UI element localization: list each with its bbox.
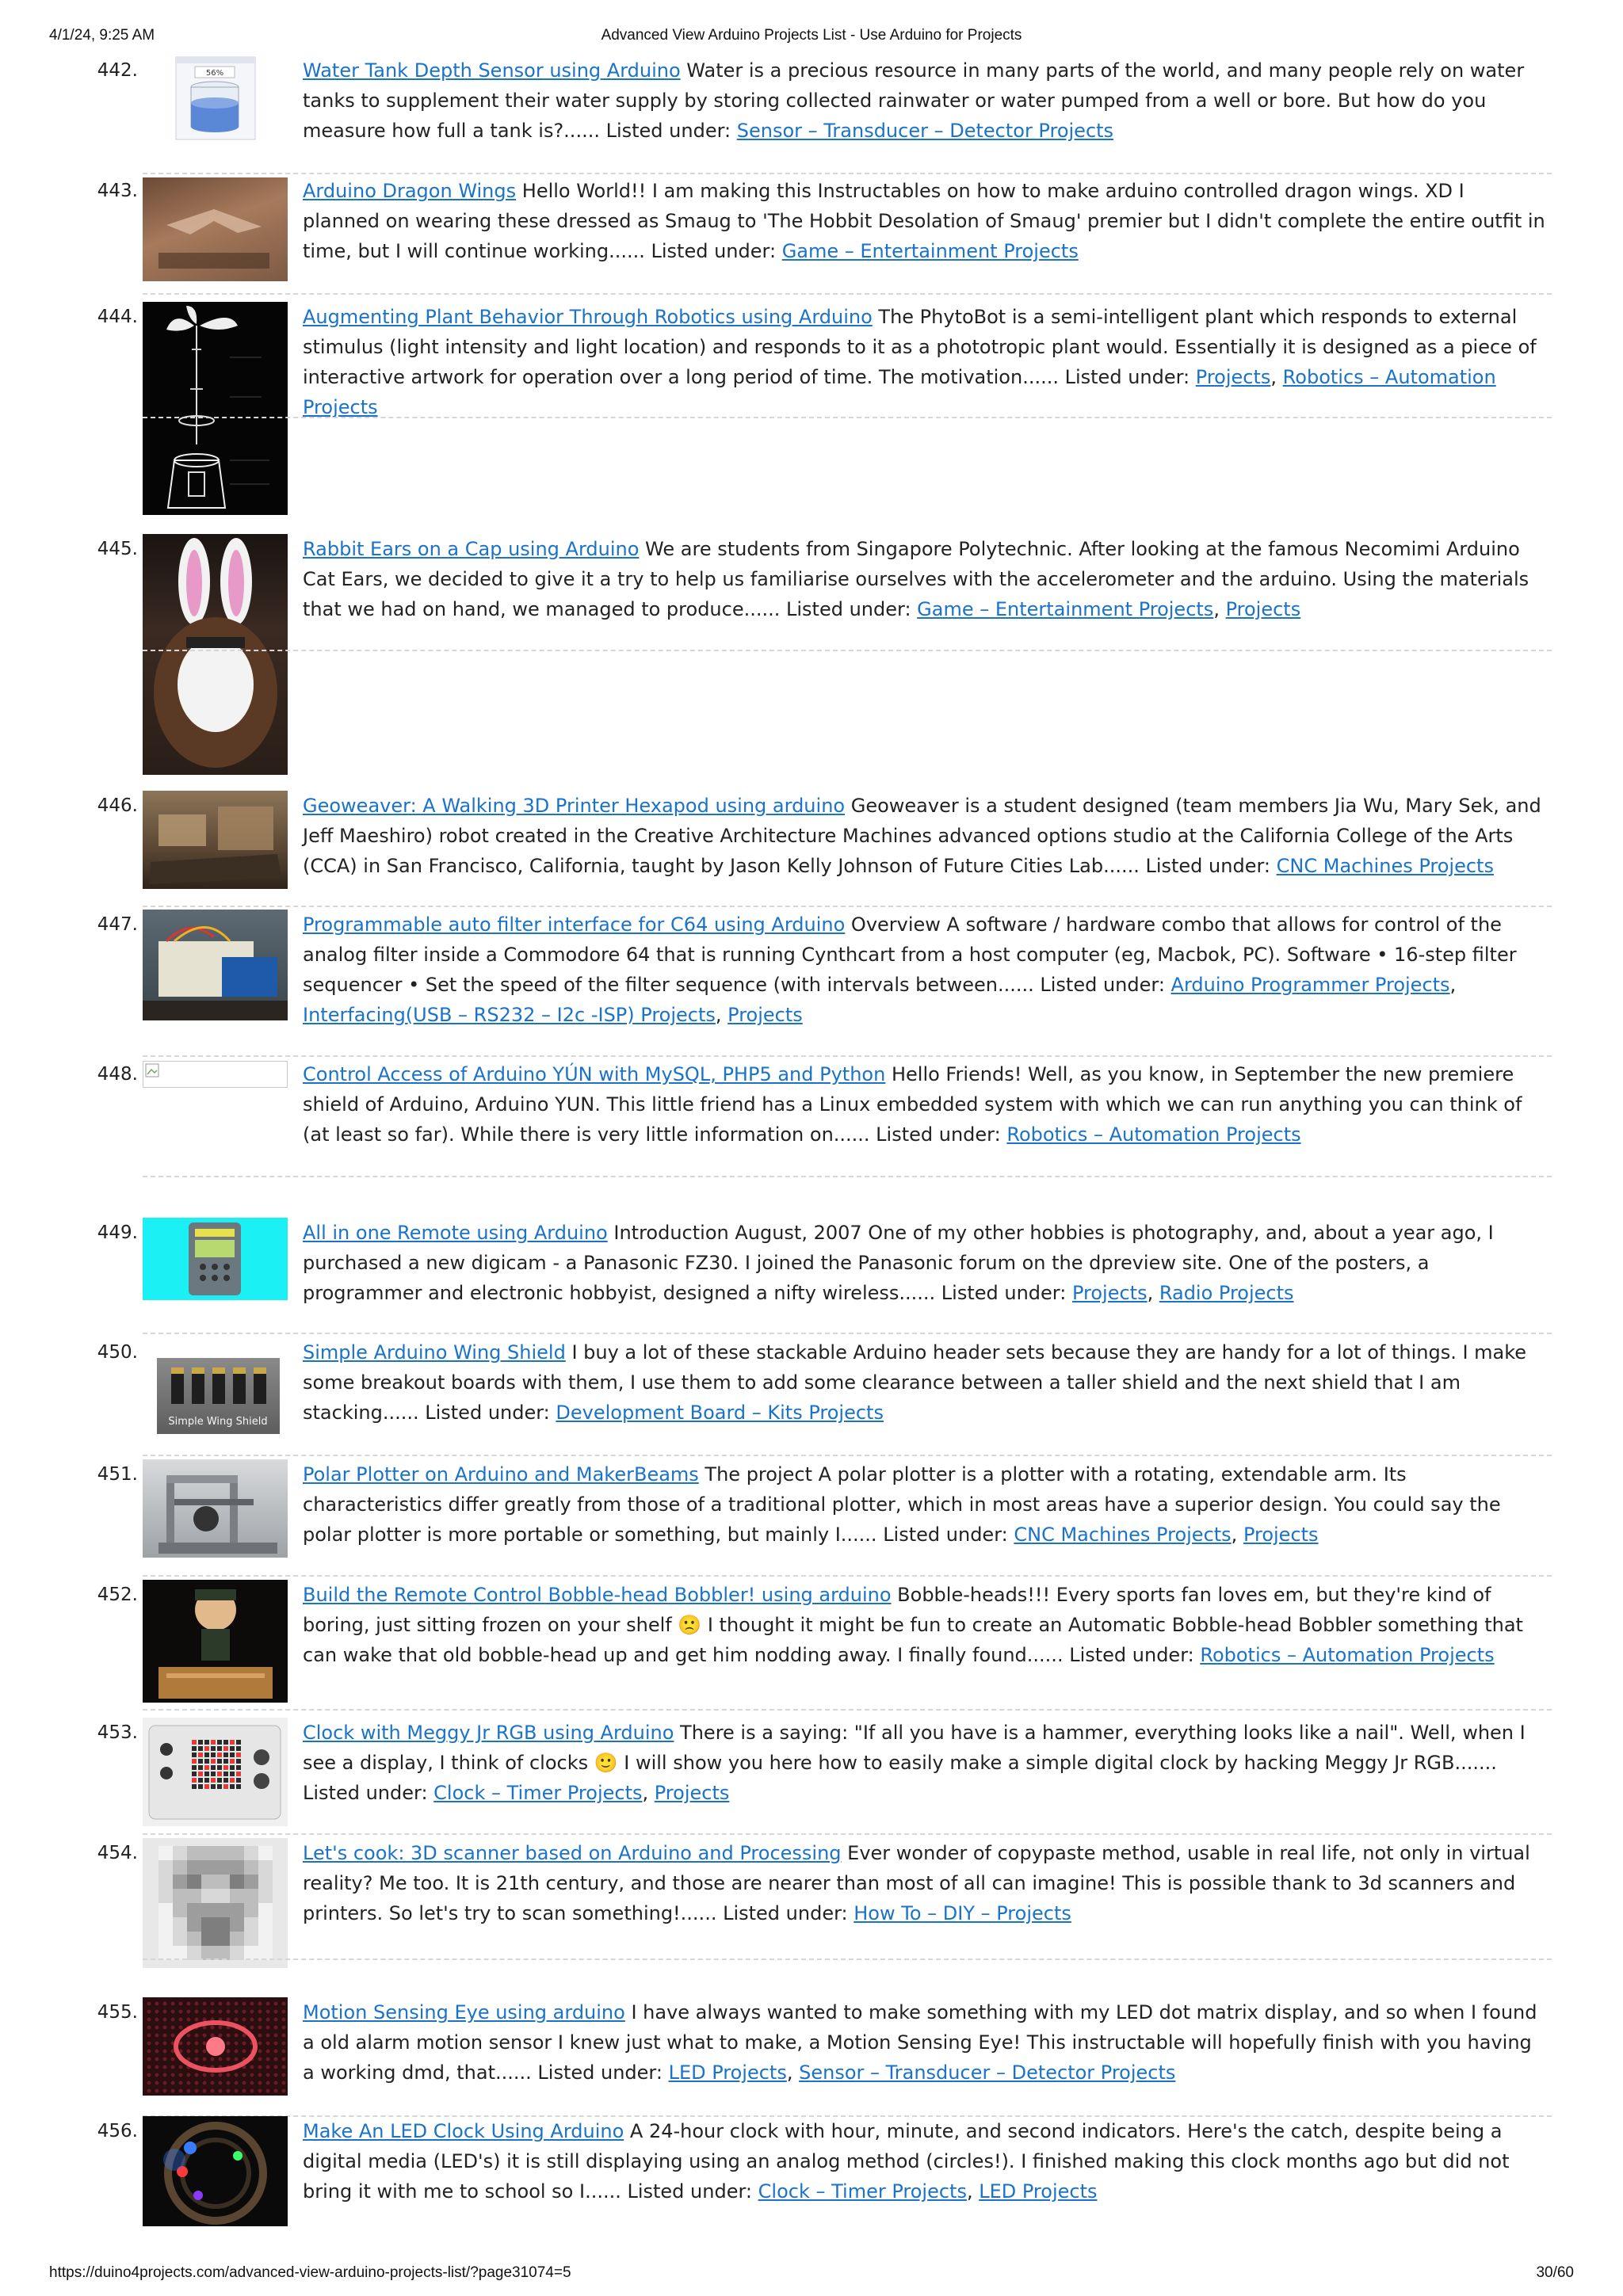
entry-number: 454. (97, 1843, 138, 1863)
category-link[interactable]: Arduino Programmer Projects (1170, 974, 1450, 996)
project-description: A 24-hour clock with hour, minute, and second indicators. Here's the catch, despite being a digital media (LED's) it is still displaying using an analog method (circles!). I finished making this clock months ago but did not bring it with me to school so I...... Listed under: (303, 2120, 1510, 2203)
entry-separator (143, 417, 1552, 418)
project-description: Overview A software / hardware combo that allows for control of the analog filter inside a Commodore 64 that is running Cynthcart from a host computer (eg, Macbok, PC). Software • 16-step filter sequencer • Set the speed of the filter sequence (with intervals between...... Listed under: (303, 913, 1517, 996)
entry-number: 453. (97, 1722, 138, 1743)
project-thumbnail[interactable] (143, 1218, 288, 1300)
project-description: Hello World!! I am making this Instructables on how to make arduino controlled dragon wings. XD I planned on wearing these dressed as Smaug to 'The Hobbit Desolation of Smaug' premier but I didn't complete the entire outfit in time, but I will continue working...... Listed under: (303, 180, 1545, 262)
project-thumbnail[interactable] (143, 791, 288, 889)
print-title: Advanced View Arduino Projects List - Use Arduino for Projects (601, 27, 1022, 44)
project-description: We are students from Singapore Polytechnic. After looking at the famous Necomimi Arduino Cat Ears, we decided to give it a try to help us familiarise ourselves with the accelerometer and the arduino. Using the materials that we had on hand, we managed to produce...... Listed under: (303, 538, 1529, 620)
project-link[interactable]: Build the Remote Control Bobble-head Bobbler! using arduino (303, 1584, 892, 1606)
project-thumbnail[interactable] (143, 2116, 288, 2226)
project-link[interactable]: Programmable auto filter interface for C64 using Arduino (303, 913, 846, 936)
print-url: https://duino4projects.com/advanced-view-arduino-projects-list/?page31074=5 (49, 2264, 571, 2281)
category-link[interactable]: Sensor – Transducer – Detector Projects (799, 2061, 1176, 2084)
category-link[interactable]: Robotics – Automation Projects (1200, 1644, 1495, 1666)
project-link[interactable]: Geoweaver: A Walking 3D Printer Hexapod using arduino (303, 795, 846, 817)
project-link[interactable]: Clock with Meggy Jr RGB using Arduino (303, 1722, 674, 1744)
project-description: Geoweaver is a student designed (team members Jia Wu, Mary Sek, and Jeff Maeshiro) robot created in the Creative Architecture Machines advanced options studio at the California College of the Arts (CCA) in San Francisco, California, taught by Jason Kelly Johnson of Future Cities Lab...... Listed under: (303, 795, 1541, 877)
category-link[interactable]: Projects (1195, 366, 1271, 388)
entry-text (303, 791, 1547, 881)
entry-text (303, 1059, 1547, 1150)
category-link[interactable]: Robotics – Automation Projects (303, 366, 1496, 418)
category-link[interactable]: Projects (1071, 1282, 1148, 1304)
entry-text: Rabbit Ears on a Cap using Arduino We are students from Singapore Polytechnic. After looking at the famous Necomimi Arduino Cat Ears, we decided to give it a try to help us familiarise ourselves with the accelerometer and the arduino. Using the materials that we had on hand, we managed to produce...... Listed under: Game – Entertainment Projects, Projects (303, 538, 1529, 620)
project-thumbnail[interactable] (143, 1718, 288, 1826)
project-link[interactable]: Water Tank Depth Sensor using Arduino (303, 59, 681, 82)
project-link[interactable]: Simple Arduino Wing Shield (303, 1341, 566, 1363)
entry-number: 456. (97, 2121, 138, 2142)
category-link[interactable]: Radio Projects (1159, 1282, 1294, 1304)
entry-separator (143, 1833, 1552, 1835)
category-link[interactable]: Projects (654, 1782, 730, 1804)
project-link[interactable]: Make An LED Clock Using Arduino (303, 2120, 624, 2142)
category-link[interactable]: How To – DIY – Projects (854, 1902, 1071, 1924)
category-link[interactable]: CNC Machines Projects (1014, 1524, 1232, 1546)
project-description: I buy a lot of these stackable Arduino header sets because they are handy for a lot of things. I make some breakout boards with them, I use them to add some clearance between a taller shield and the next shield that I am stacking...... Listed under: (303, 1341, 1527, 1424)
category-link[interactable]: LED Projects (668, 2061, 787, 2084)
svg-text:Simple Wing Shield: Simple Wing Shield (168, 1416, 268, 1428)
project-link[interactable]: Rabbit Ears on a Cap using Arduino (303, 538, 640, 560)
entry-number: 444. (97, 307, 138, 327)
project-description: The PhytoBot is a semi-intelligent plant which responds to external stimulus (light intensity and light location) and responds to it as a phototropic plant would. Essentially it is designed as a piece of interactive artwork for operation over a long period of time. The motivation...... Listed under: (303, 306, 1537, 388)
entry-text (303, 176, 1547, 266)
print-footer (0, 2264, 1623, 2288)
project-link[interactable]: All in one Remote using Arduino (303, 1222, 608, 1244)
category-link[interactable]: Clock – Timer Projects (758, 2180, 967, 2203)
broken-image-thumbnail[interactable] (143, 1061, 288, 1088)
entry-separator (143, 1055, 1552, 1057)
project-thumbnail[interactable] (143, 55, 288, 143)
entry-separator (143, 1575, 1552, 1577)
category-link[interactable]: Projects (1225, 598, 1301, 620)
project-thumbnail[interactable] (143, 1459, 288, 1558)
entry-text (303, 55, 1547, 146)
category-link[interactable]: CNC Machines Projects (1276, 855, 1494, 877)
project-link[interactable]: Polar Plotter on Arduino and MakerBeams (303, 1463, 699, 1486)
entry-text: All in one Remote using Arduino Introduction August, 2007 One of my other hobbies is photography, and, about a year ago, I purchased a new digicam - a Panasonic FZ30. I joined the Panasonic forum on the dpreview site. One of the posters, a programmer and electronic hobbyist, designed a nifty wireless...... Listed under: Projects, Radio Projects (303, 1222, 1494, 1304)
category-link[interactable]: Projects (1243, 1524, 1319, 1546)
entry-separator (143, 650, 1552, 651)
project-description: Introduction August, 2007 One of my other hobbies is photography, and, about a year ago, I purchased a new digicam - a Panasonic FZ30. I joined the Panasonic forum on the dpreview site. One of the posters, a programmer and electronic hobbyist, designed a nifty wireless...... Listed under: (303, 1222, 1494, 1304)
category-link[interactable]: Robotics – Automation Projects (1006, 1123, 1301, 1146)
entry-separator (143, 1709, 1552, 1711)
entry-text: Make An LED Clock Using Arduino A 24-hour clock with hour, minute, and second indicators. Here's the catch, despite being a digital media (LED's) it is still displaying using an analog method (circles!). I finished making this clock months ago but did not bring it with me to school so I...... Listed under: Clock – Timer Projects, LED Projects (303, 2120, 1510, 2203)
entry-number: 445. (97, 539, 138, 559)
project-thumbnail[interactable] (143, 302, 288, 515)
project-description: I have always wanted to make something with my LED dot matrix display, and so when I found a old alarm motion sensor I knew just what to make, a Motion Sensing Eye! This instructable will hopefully finish with you having a working dmd, that...... Listed under: (303, 2001, 1537, 2084)
project-description: Water is a precious resource in many parts of the world, and many people rely on water tanks to supplement their water supply by storing collected rainwater or water pumped from a well or bore. But how do you measure how full a tank is?...... Listed under: (303, 59, 1525, 142)
entry-text: Augmenting Plant Behavior Through Robotics using Arduino The PhytoBot is a semi-intelligent plant which responds to external stimulus (light intensity and light location) and responds to it as a phototropic plant would. Essentially it is designed as a piece of interactive artwork for operation over a long period of time. The motivation...... Listed under: Projects, Robotics – Automation Projects (303, 306, 1537, 418)
project-description: Bobble-heads!!! Every sports fan loves em, but they're kind of boring, just sitting frozen on your shelf 🙁 I thought it might be fun to create an Automatic Bobble-head Bobbler something that can wake that old bobble-head up and get him nodding away. I finally found...... Listed under: (303, 1584, 1523, 1666)
project-link[interactable]: Control Access of Arduino YÚN with MySQL, PHP5 and Python (303, 1063, 886, 1085)
project-description: The project A polar plotter is a plotter with a rotating, extendable arm. Its characteristics differ greatly from those of a traditional plotter, which in most areas have a superior design. You could say the polar plotter is more portable or something, but mainly I...... Listed under: (303, 1463, 1501, 1546)
category-link[interactable]: Clock – Timer Projects (433, 1782, 643, 1804)
entry-separator (143, 1176, 1552, 1177)
entry-number: 450. (97, 1342, 138, 1363)
entry-number: 451. (97, 1464, 138, 1485)
category-link[interactable]: Projects (727, 1004, 803, 1026)
project-description: There is a saying: "If all you have is a hammer, everything looks like a nail". Well, when I see a display, I think of clocks 🙂 I will show you here how to easily make a simple digital clock by hacking Meggy Jr RGB....... Listed under: (303, 1722, 1526, 1804)
project-thumbnail[interactable] (143, 1997, 288, 2096)
category-link[interactable]: Game – Entertainment Projects (917, 598, 1214, 620)
page-number: 30/60 (1536, 2264, 1574, 2281)
entry-separator (143, 1455, 1552, 1456)
entry-separator (143, 293, 1552, 295)
project-link[interactable]: Augmenting Plant Behavior Through Robotics using Arduino (303, 306, 873, 328)
entry-number: 447. (97, 914, 138, 935)
entry-text: Polar Plotter on Arduino and MakerBeams The project A polar plotter is a plotter with a rotating, extendable arm. Its characteristics differ greatly from those of a traditional plotter, which in most areas have a superior design. You could say the polar plotter is more portable or something, but mainly I...... Listed under: CNC Machines Projects, Projects (303, 1463, 1501, 1546)
project-thumbnail[interactable] (143, 1580, 288, 1703)
entry-text (303, 1838, 1547, 1928)
category-link[interactable]: Development Board – Kits Projects (556, 1402, 884, 1424)
entry-number: 443. (97, 181, 138, 201)
project-thumbnail[interactable] (143, 910, 288, 1020)
entry-number: 452. (97, 1585, 138, 1605)
entry-number: 449. (97, 1222, 138, 1243)
category-link[interactable]: Game – Entertainment Projects (781, 240, 1079, 262)
category-link[interactable]: Interfacing(USB – RS232 – I2c -ISP) Projects (303, 1004, 716, 1026)
category-link[interactable]: LED Projects (979, 2180, 1098, 2203)
print-date: 4/1/24, 9:25 AM (49, 27, 155, 44)
entry-text (303, 1580, 1547, 1670)
entry-text: Motion Sensing Eye using arduino I have always wanted to make something with my LED dot matrix display, and so when I found a old alarm motion sensor I knew just what to make, a Motion Sensing Eye! This instructable will hopefully finish with you having a working dmd, that...... Listed under: LED Projects, Sensor – Transducer – Detector Projects (303, 2001, 1537, 2084)
project-thumbnail[interactable] (157, 1358, 280, 1434)
project-link[interactable]: Motion Sensing Eye using arduino (303, 2001, 625, 2023)
category-link[interactable]: Sensor – Transducer – Detector Projects (736, 120, 1114, 142)
project-description: Ever wonder of copypaste method, usable in real life, not only in virtual reality? Me too. It is 21th century, and those are nearer than most of all can imagine! This is possible thank to 3d scanners and printers. So let's try to scan something!...... Listed under: (303, 1842, 1530, 1924)
entry-separator (143, 1958, 1552, 1960)
project-description: Hello Friends! Well, as you know, in September the new premiere shield of Arduino, Arduino YUN. This little friend has a Linux embedded system with which we can run anything you can think of (at least so far). While there is very little information on...... Listed under: (303, 1063, 1522, 1146)
entry-number: 446. (97, 795, 138, 816)
entry-separator (143, 1333, 1552, 1334)
entry-separator (143, 906, 1552, 907)
project-thumbnail[interactable] (143, 177, 288, 281)
entry-text: Programmable auto filter interface for C64 using Arduino Overview A software / hardware combo that allows for control of the analog filter inside a Commodore 64 that is running Cynthcart from a host computer (eg, Macbok, PC). Software • 16-step filter sequencer • Set the speed of the filter sequence (with intervals between...... Listed under: Arduino Programmer Projects, Interfacing(USB – RS232 – I2c -ISP) Projects, Projects (303, 913, 1517, 1026)
entry-number: 455. (97, 2002, 138, 2023)
print-header (0, 24, 1623, 48)
entry-separator (143, 173, 1552, 174)
project-thumbnail[interactable] (143, 534, 288, 775)
svg-text:56%: 56% (205, 69, 224, 78)
entry-text: Clock with Meggy Jr RGB using Arduino There is a saying: "If all you have is a hammer, everything looks like a nail". Well, when I see a display, I think of clocks 🙂 I will show you here how to easily make a simple digital clock by hacking Meggy Jr RGB....... Listed under: Clock – Timer Projects, Projects (303, 1722, 1526, 1804)
entry-number: 442. (97, 60, 138, 81)
entry-number: 448. (97, 1064, 138, 1085)
project-thumbnail[interactable] (143, 1838, 288, 1968)
entry-text (303, 1337, 1547, 1428)
project-link[interactable]: Arduino Dragon Wings (303, 180, 517, 202)
project-link[interactable]: Let's cook: 3D scanner based on Arduino and Processing (303, 1842, 842, 1864)
